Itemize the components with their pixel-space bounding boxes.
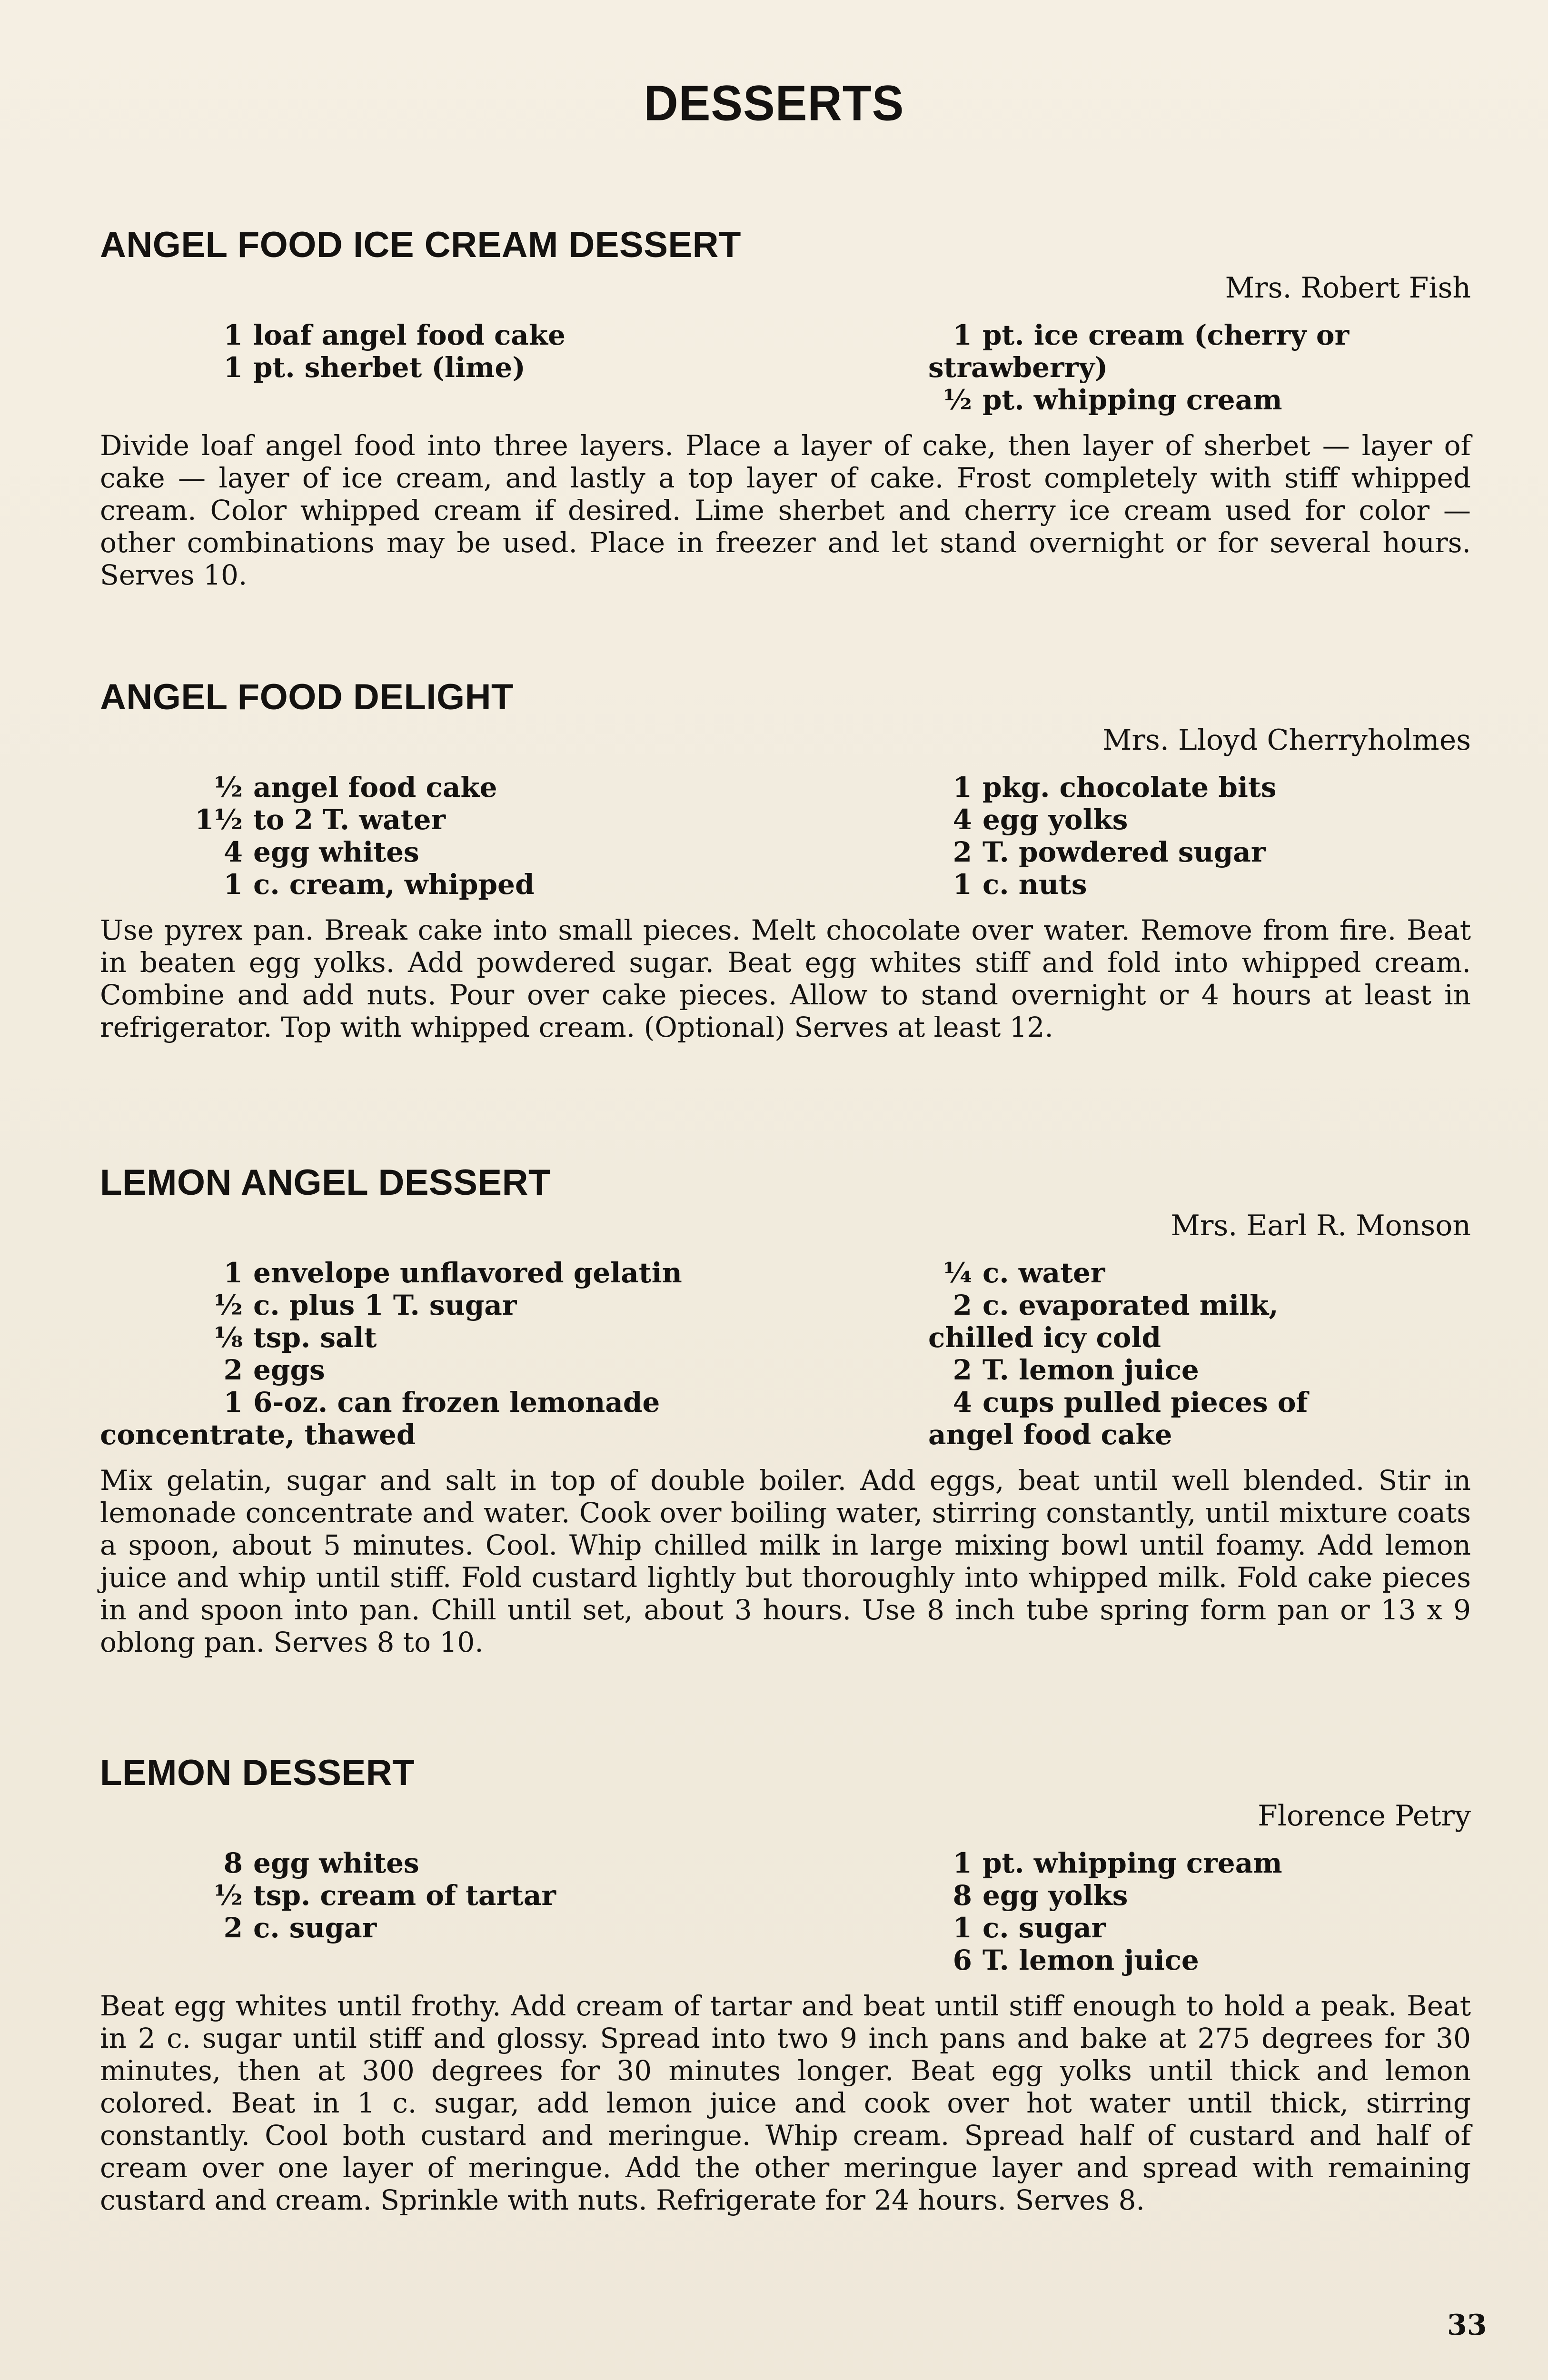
ingredient-column-left xyxy=(100,1257,928,1451)
recipe-directions: Beat egg whites until frothy. Add cream of tartar and beat until stiff enough to hold a peak. Beat in 2 c. sugar until stiff and glossy. Spread into two 9 inch pans and bake at 275 degrees for 30 minutes, then at 300 degrees for 30 minutes longer. Beat egg yolks until thick and lemon colored. Beat in 1 c. sugar, add lemon juice and cook over hot water until thick, stirring constantly. Cool both custard and meringue. Whip cream. Spread half of custard and half of cream over one layer of meringue. Add the other meringue layer and spread with remaining custard and cream. Sprinkle with nuts. Refrigerate for 24 hours. Serves 8. xyxy=(100,1990,1471,2216)
ingredient-column-right xyxy=(928,1257,1471,1451)
ingredient-text: c. sugar xyxy=(982,1912,1106,1944)
ingredient-item xyxy=(100,836,928,868)
ingredient-item xyxy=(928,1354,1471,1386)
ingredient-qty: 1 xyxy=(953,319,972,351)
recipe-title: ANGEL FOOD ICE CREAM DESSERT xyxy=(100,225,741,265)
ingredient-text: tsp. salt xyxy=(253,1321,377,1354)
ingredient-text: envelope unflavored gelatin xyxy=(253,1257,682,1289)
ingredient-text: tsp. cream of tartar xyxy=(253,1879,556,1912)
recipe-title: ANGEL FOOD DELIGHT xyxy=(100,677,514,717)
ingredient-text: c. sugar xyxy=(253,1912,377,1944)
ingredient-text: eggs xyxy=(253,1354,325,1386)
ingredient-qty: 4 xyxy=(953,803,972,836)
ingredient-text: T. powdered sugar xyxy=(982,836,1266,868)
ingredient-text: c. evaporated milk, xyxy=(982,1289,1279,1321)
ingredient-qty: 1½ xyxy=(195,803,243,836)
ingredient-qty: 2 xyxy=(223,1912,243,1944)
ingredient-item xyxy=(100,351,928,384)
ingredient-item xyxy=(928,319,1471,351)
ingredient-qty: 6 xyxy=(953,1944,972,1976)
recipe-lemon-angel-dessert xyxy=(100,1161,1471,1686)
ingredient-text: cups pulled pieces of xyxy=(982,1386,1308,1418)
ingredient-text: to 2 T. water xyxy=(253,803,446,836)
ingredient-qty: ¼ xyxy=(943,1257,972,1289)
ingredient-item xyxy=(928,1912,1471,1944)
ingredient-qty: 4 xyxy=(953,1386,972,1418)
recipe-lemon-dessert xyxy=(100,1752,1471,2244)
ingredient-text: egg whites xyxy=(253,836,419,868)
ingredient-text: c. nuts xyxy=(982,868,1087,901)
recipe-directions: Divide loaf angel food into three layers. Place a layer of cake, then layer of sherbet — layer of cake — layer of ice cream, and lastly a top layer of cake. Frost completely with stiff whipped cream. Color whipped cream if desired. Lime sherbet and cherry ice cream used for color — other combinations may be used. Place in freezer and let stand overnight or for several hours. Serves 10. xyxy=(100,429,1471,591)
ingredient-list xyxy=(100,319,1471,416)
ingredient-item xyxy=(928,1289,1471,1321)
ingredient-item xyxy=(100,1289,928,1321)
ingredient-qty: 1 xyxy=(953,868,972,901)
ingredient-item xyxy=(100,771,928,803)
ingredient-text: c. water xyxy=(982,1257,1105,1289)
ingredient-text: T. lemon juice xyxy=(982,1944,1199,1976)
ingredient-item xyxy=(928,384,1471,416)
ingredient-qty: 2 xyxy=(223,1354,243,1386)
ingredient-qty: 8 xyxy=(223,1847,243,1879)
ingredient-item xyxy=(928,1847,1471,1879)
ingredient-qty: 1 xyxy=(223,1386,243,1418)
ingredient-text: pt. sherbet (lime) xyxy=(253,351,526,384)
ingredient-text: c. cream, whipped xyxy=(253,868,535,901)
ingredient-item xyxy=(100,1354,928,1386)
recipe-title: LEMON ANGEL DESSERT xyxy=(100,1162,551,1203)
ingredient-qty: 8 xyxy=(953,1879,972,1912)
ingredient-text: pt. whipping cream xyxy=(982,384,1282,416)
recipe-angel-food-ice-cream-dessert xyxy=(100,224,1471,619)
ingredient-list xyxy=(100,1257,1471,1451)
ingredient-qty: 1 xyxy=(953,1912,972,1944)
ingredient-column-right xyxy=(928,319,1471,416)
ingredient-continuation: chilled icy cold xyxy=(928,1321,1161,1354)
ingredient-qty: 1 xyxy=(223,868,243,901)
recipe-directions: Use pyrex pan. Break cake into small pieces. Melt chocolate over water. Remove from fire. Beat in beaten egg yolks. Add powdered sugar. Beat egg whites stiff and fold into whipped cream. Combine and add nuts. Pour over cake pieces. Allow to stand overnight or 4 hours at least in refrigerator. Top with whipped cream. (Optional) Serves at least 12. xyxy=(100,914,1471,1043)
ingredient-qty: 1 xyxy=(953,1847,972,1879)
ingredient-item xyxy=(928,836,1471,868)
recipe-contributor: Mrs. Lloyd Cherryholmes xyxy=(1102,724,1471,757)
ingredient-text: pt. ice cream (cherry or xyxy=(982,319,1350,351)
ingredient-qty: 1 xyxy=(223,319,243,351)
ingredient-item xyxy=(100,868,928,901)
ingredient-item xyxy=(100,1257,928,1289)
recipe-contributor: Mrs. Earl R. Monson xyxy=(1171,1209,1471,1242)
ingredient-item xyxy=(928,1944,1471,1976)
ingredient-text: egg yolks xyxy=(982,803,1128,836)
ingredient-item xyxy=(100,1321,928,1354)
ingredient-column-left xyxy=(100,771,928,901)
ingredient-text: angel food cake xyxy=(253,771,497,803)
ingredient-qty: ½ xyxy=(943,384,972,416)
ingredient-continuation: angel food cake xyxy=(928,1418,1172,1451)
ingredient-list xyxy=(100,1847,1471,1976)
ingredient-text: 6-oz. can frozen lemonade xyxy=(253,1386,660,1418)
ingredient-qty: 1 xyxy=(223,1257,243,1289)
ingredient-qty: 4 xyxy=(223,836,243,868)
ingredient-qty: 2 xyxy=(953,1354,972,1386)
ingredient-item xyxy=(100,319,928,351)
ingredient-item xyxy=(928,1386,1471,1418)
ingredient-qty: 1 xyxy=(223,351,243,384)
ingredient-text: pkg. chocolate bits xyxy=(982,771,1277,803)
ingredient-column-left xyxy=(100,319,928,416)
ingredient-item xyxy=(928,803,1471,836)
recipe-title: LEMON DESSERT xyxy=(100,1753,415,1793)
ingredient-column-right xyxy=(928,1847,1471,1976)
page-number: 33 xyxy=(1447,2309,1487,2342)
recipe-contributor: Florence Petry xyxy=(1258,1799,1471,1833)
ingredient-text: egg yolks xyxy=(982,1879,1128,1912)
ingredient-item xyxy=(100,1912,928,1944)
ingredient-qty: ½ xyxy=(214,1879,243,1912)
ingredient-qty: 1 xyxy=(953,771,972,803)
ingredient-column-right xyxy=(928,771,1471,901)
page-title: DESSERTS xyxy=(644,75,904,131)
recipe-angel-food-delight xyxy=(100,676,1471,1071)
ingredient-item xyxy=(928,1257,1471,1289)
ingredient-text: loaf angel food cake xyxy=(253,319,566,351)
ingredient-qty: ½ xyxy=(214,1289,243,1321)
ingredient-text: egg whites xyxy=(253,1847,419,1879)
ingredient-item xyxy=(100,1386,928,1418)
ingredient-item xyxy=(100,803,928,836)
ingredient-text: c. plus 1 T. sugar xyxy=(253,1289,517,1321)
ingredient-qty: 2 xyxy=(953,836,972,868)
ingredient-qty: ½ xyxy=(214,771,243,803)
ingredient-continuation: concentrate, thawed xyxy=(100,1418,416,1451)
ingredient-item xyxy=(928,1879,1471,1912)
ingredient-list xyxy=(100,771,1471,901)
ingredient-text: pt. whipping cream xyxy=(982,1847,1282,1879)
ingredient-text: T. lemon juice xyxy=(982,1354,1199,1386)
ingredient-qty: 2 xyxy=(953,1289,972,1321)
ingredient-column-left xyxy=(100,1847,928,1976)
ingredient-continuation: strawberry) xyxy=(928,351,1108,384)
ingredient-item xyxy=(928,771,1471,803)
recipe-directions: Mix gelatin, sugar and salt in top of double boiler. Add eggs, beat until well blended. Stir in lemonade concentrate and water. Cook over boiling water, stirring constantly, until mixture coats a spoon, about 5 minutes. Cool. Whip chilled milk in large mixing bowl until foamy. Add lemon juice and whip until stiff. Fold custard lightly but thoroughly into whipped milk. Fold cake pieces in and spoon into pan. Chill until set, about 3 hours. Use 8 inch tube spring form pan or 13 x 9 oblong pan. Serves 8 to 10. xyxy=(100,1464,1471,1658)
ingredient-item xyxy=(100,1847,928,1879)
recipe-contributor: Mrs. Robert Fish xyxy=(1225,271,1471,305)
ingredient-item xyxy=(928,868,1471,901)
ingredient-qty: ⅛ xyxy=(214,1321,243,1354)
ingredient-item xyxy=(100,1879,928,1912)
